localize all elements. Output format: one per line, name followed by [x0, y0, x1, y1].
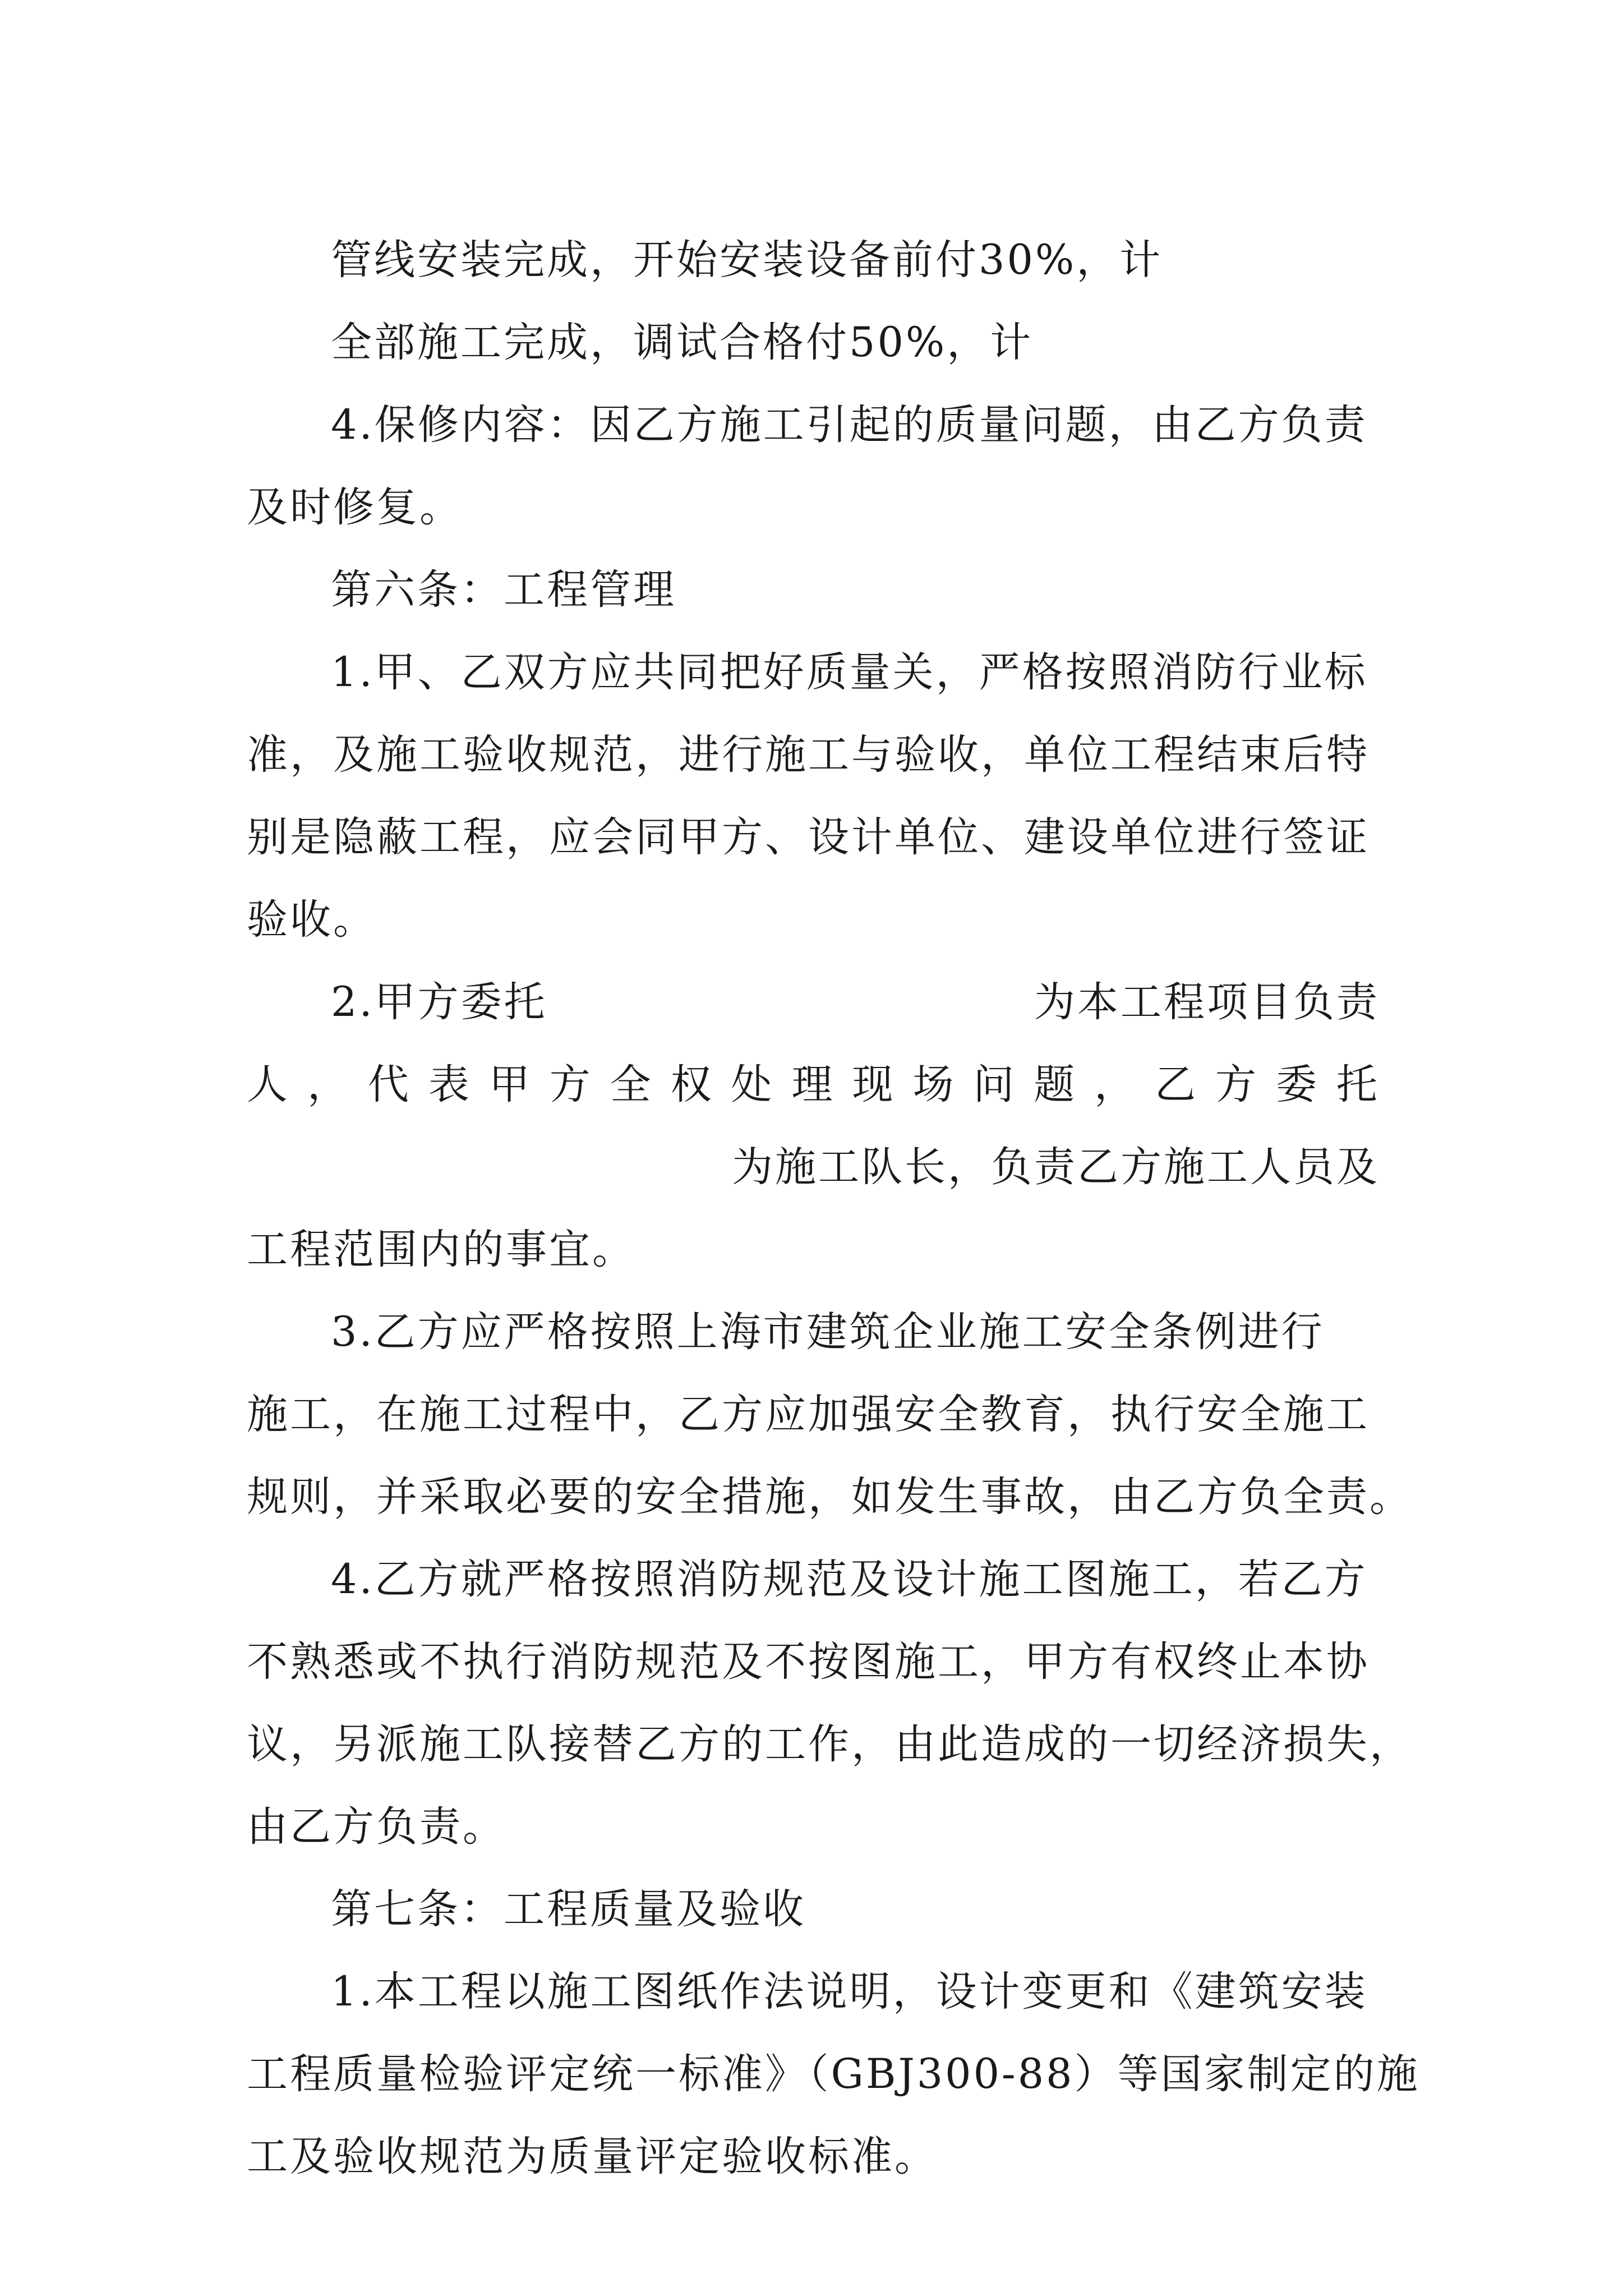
spread-char: 权	[670, 1061, 714, 1108]
paragraph-line: 及时修复。	[247, 484, 463, 531]
spread-char: 问	[973, 1061, 1017, 1108]
paragraph-line: 工及验收规范为质量评定验收标准。	[247, 2133, 938, 2180]
section-heading: 第六条：工程管理	[331, 566, 676, 614]
paragraph-line: 施工，在施工过程中，乙方应加强安全教育，执行安全施工	[247, 1391, 1370, 1438]
paragraph-line: 4.乙方就严格按照消防规范及设计施工图施工，若乙方	[331, 1556, 1368, 1603]
spread-char: 表	[428, 1061, 472, 1108]
paragraph-line: 议，另派施工队接替乙方的工作，由此造成的一切经济损失，	[247, 1720, 1413, 1768]
paragraph-line-with-blank	[247, 961, 1380, 1043]
paragraph-line: 全部施工完成，调试合格付50%，计	[331, 319, 1034, 366]
line-segment: 2.甲方委托	[331, 978, 547, 1026]
paragraph-line: 规则，并采取必要的安全措施，如发生事故，由乙方负全责。	[247, 1473, 1413, 1521]
spread-char: 题	[1034, 1061, 1077, 1108]
justified-line	[247, 1043, 1380, 1126]
spread-char: 处	[731, 1061, 774, 1108]
line-segment: 为本工程项目负责	[1034, 978, 1380, 1026]
paragraph-line: 管线安装完成，开始安装设备前付30%，计	[331, 236, 1163, 284]
paragraph-line: 1.本工程以施工图纸作法说明，设计变更和《建筑安装	[331, 1968, 1368, 2016]
paragraph-line: 验收。	[247, 896, 376, 944]
paragraph-line: 工程范围内的事宜。	[247, 1226, 635, 1273]
spread-char: 理	[791, 1061, 835, 1108]
spread-char: 方	[549, 1061, 593, 1108]
spread-char: 现	[852, 1061, 896, 1108]
paragraph-line: 3.乙方应严格按照上海市建筑企业施工安全条例进行	[331, 1308, 1325, 1356]
paragraph-line: 为施工队长，负责乙方施工人员及	[732, 1143, 1380, 1191]
spread-char: 乙	[1155, 1061, 1198, 1108]
spread-char: 委	[1275, 1061, 1319, 1108]
spread-char: 方	[1215, 1061, 1258, 1108]
section-heading: 第七条：工程质量及验收	[331, 1885, 806, 1933]
paragraph-line: 准，及施工验收规范，进行施工与验收，单位工程结束后特	[247, 731, 1370, 779]
spread-char: 场	[912, 1061, 956, 1108]
paragraph-line: 不熟悉或不执行消防规范及不按图施工，甲方有权终止本协	[247, 1638, 1370, 1686]
paragraph-line: 由乙方负责。	[247, 1803, 506, 1851]
spread-char: 人	[247, 1061, 290, 1108]
spread-char: ，	[307, 1061, 351, 1108]
spread-char: 托	[1336, 1061, 1380, 1108]
spread-char: 全	[610, 1061, 653, 1108]
spread-char: ，	[1094, 1061, 1138, 1108]
document-body	[247, 219, 1420, 2198]
spread-char: 代	[367, 1061, 411, 1108]
spread-char: 甲	[488, 1061, 532, 1108]
paragraph-line: 工程质量检验评定统一标准》（GBJ300-88）等国家制定的施	[247, 2050, 1420, 2098]
paragraph-line: 4.保修内容：因乙方施工引起的质量问题，由乙方负责	[331, 401, 1368, 449]
paragraph-line: 1.甲、乙双方应共同把好质量关，严格按照消防行业标	[331, 648, 1368, 696]
paragraph-line: 别是隐蔽工程，应会同甲方、设计单位、建设单位进行签证	[247, 813, 1370, 861]
